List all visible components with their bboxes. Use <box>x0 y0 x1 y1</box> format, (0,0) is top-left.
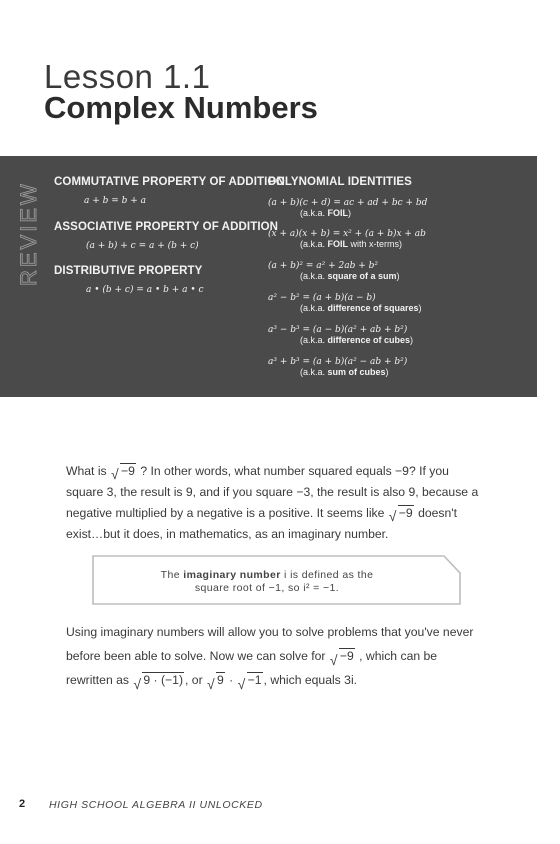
identity-formula: (a + b)² = a² + 2ab + b² <box>268 261 379 271</box>
identity-foil-x <box>268 229 426 249</box>
review-panel <box>0 156 537 397</box>
sqrt-expression: √ 9 · (−1) <box>133 673 184 692</box>
review-label-text: REVIEW <box>16 181 41 286</box>
identity-formula: a³ + b³ = (a + b)(a² − ab + b²) <box>268 357 408 367</box>
commutative-title: COMMUTATIVE PROPERTY OF ADDITION <box>54 176 285 188</box>
solution-paragraph: Using imaginary numbers will allow you to solve problems that you've never before been able to solve. Now we can solve for √ −9 , which can be rewritten as √ 9 · (−1) , or √ 9 · √ −1 , which equals 3i. <box>66 625 474 692</box>
lesson-title: Complex Numbers <box>44 90 318 125</box>
identity-aka: (a.k.a. square of a sum) <box>300 271 400 281</box>
identity-diff-squares <box>268 293 422 313</box>
identity-sum-cubes <box>268 357 407 377</box>
review-right-column <box>268 176 528 377</box>
identity-aka: (a.k.a. difference of cubes) <box>300 335 414 345</box>
sqrt-expression: √ −9 <box>329 649 354 668</box>
identity-formula: a² − b² = (a + b)(a − b) <box>268 293 376 303</box>
distributive-formula: a • (b + c) = a • b + a • c <box>86 285 204 295</box>
identity-aka: (a.k.a. FOIL with x-terms) <box>300 239 403 249</box>
identity-diff-cubes <box>268 325 413 345</box>
lesson-number: Lesson 1.1 <box>44 58 211 95</box>
identity-square-sum <box>268 261 400 281</box>
definition-callout <box>92 555 462 605</box>
identity-foil <box>268 198 427 218</box>
associative-formula: (a + b) + c = a + (b + c) <box>86 241 199 251</box>
polynomial-identities-title: POLYNOMIAL IDENTITIES <box>268 176 412 188</box>
identity-aka: (a.k.a. difference of squares) <box>300 303 422 313</box>
sqrt-expression: √ −1 <box>237 673 262 692</box>
distributive-title: DISTRIBUTIVE PROPERTY <box>54 265 203 277</box>
commutative-formula: a + b = b + a <box>84 196 147 206</box>
associative-title: ASSOCIATIVE PROPERTY OF ADDITION <box>54 221 279 233</box>
review-vertical-label <box>12 178 44 288</box>
identity-aka: (a.k.a. FOIL) <box>300 208 352 218</box>
identity-formula: a³ − b³ = (a − b)(a² + ab + b²) <box>268 325 408 335</box>
book-title: HIGH SCHOOL ALGEBRA II UNLOCKED <box>49 799 263 811</box>
page-number: 2 <box>19 798 26 810</box>
identity-formula: (x + a)(x + b) = x² + (a + b)x + ab <box>268 229 426 239</box>
identity-aka: (a.k.a. sum of cubes) <box>300 367 389 377</box>
intro-paragraph: What is √ −9 ? In other words, what number squared equals −9? If you square 3, the result is 9, and if you square −3, the result is also 9, because a negative multiplied by a negative is a positive. It seems like √ −9 doesn't exist…but it does, in mathematics, as an imaginary number. <box>66 461 486 545</box>
sqrt-expression: √ 9 <box>207 673 224 692</box>
sqrt-expression: √ −9 <box>111 464 135 482</box>
sqrt-expression: √ −9 <box>388 506 413 524</box>
definition-text: The imaginary number i is defined as the square root of −1, so i² = −1. <box>160 569 374 594</box>
identity-formula: (a + b)(c + d) = ac + ad + bc + bd <box>268 198 428 208</box>
